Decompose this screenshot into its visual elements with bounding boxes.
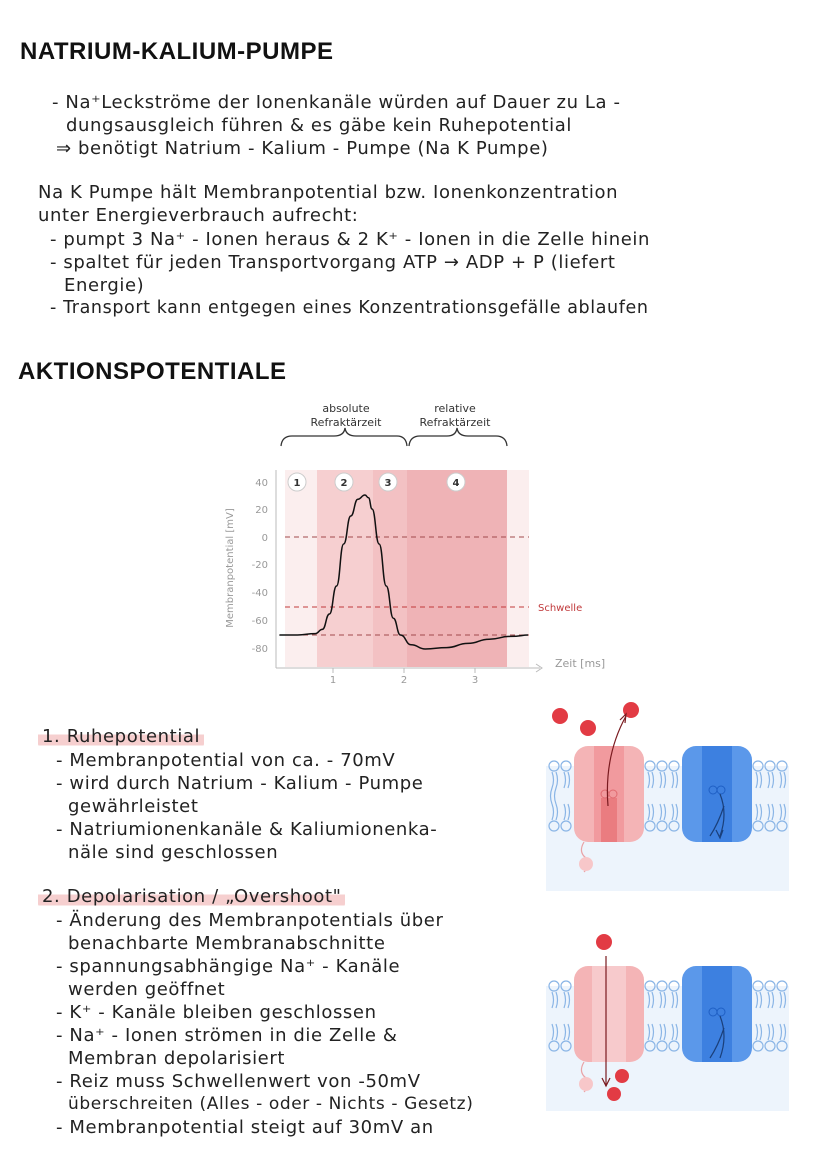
pump-line: - Na⁺Leckströme der Ionenkanäle würden auf Dauer zu La - [52, 92, 621, 113]
item1-line: - wird durch Natrium - Kalium - Pumpe [56, 773, 424, 794]
item2-line: - spannungsabhängige Na⁺ - Kanäle [56, 956, 401, 977]
y-tick-label: 0 [261, 533, 268, 544]
y-tick-label: 40 [255, 478, 268, 489]
sodium-channel-open [574, 966, 644, 1092]
y-axis-label: Membranpotential [mV] [225, 508, 236, 628]
refractory-braces [281, 428, 507, 446]
item2-line: - Reiz muss Schwellenwert von -50mV [56, 1071, 421, 1092]
y-tick-label: -60 [251, 616, 268, 627]
section-title-pump: NATRIUM-KALIUM-PUMPE [20, 38, 334, 65]
pump-paragraph: Na K Pumpe hält Membranpotential bzw. Ionenkonzentration [38, 182, 619, 203]
item1-line: - Membranpotential von ca. - 70mV [56, 750, 396, 771]
item-heading-2 [38, 886, 345, 907]
phase-label-4: 4 [452, 478, 460, 489]
phase-band-4 [407, 470, 507, 667]
item-heading-text: 1. Ruhepotential [38, 726, 204, 747]
item2-line: überschreiten (Alles - oder - Nichts - Gesetz) [68, 1094, 474, 1114]
y-tick-label: 20 [255, 505, 268, 516]
pump-line: ⇒ benötigt Natrium - Kalium - Pumpe (Na K Pumpe) [56, 138, 549, 159]
y-tick-label: -80 [251, 644, 268, 655]
phase-label-1: 1 [293, 478, 301, 489]
item2-line: - K⁺ - Kanäle bleiben geschlossen [56, 1002, 377, 1023]
threshold-label: Schwelle [538, 603, 583, 614]
item2-line: - Membranpotential steigt auf 30mV an [56, 1117, 434, 1138]
x-axis-label: Zeit [ms] [555, 657, 606, 670]
item2-line: - Änderung des Membranpotentials über [56, 910, 444, 931]
brace-label-absolute-1: absolute [322, 402, 370, 415]
pump-bullet: - pumpt 3 Na⁺ - Ionen heraus & 2 K⁺ - Ionen in die Zelle hinein [50, 229, 651, 250]
phase-label-3: 3 [384, 478, 392, 489]
brace-relative [409, 428, 507, 446]
item2-line: Membran depolarisiert [68, 1048, 286, 1069]
y-tick-label: -40 [251, 588, 268, 599]
potassium-channel-closed [682, 966, 752, 1062]
item2-line: - Na⁺ - Ionen strömen in die Zelle & [56, 1025, 398, 1046]
pump-paragraph: unter Energieverbrauch aufrecht: [38, 205, 359, 226]
brace-label-relative-2: Refraktärzeit [419, 416, 491, 429]
phase-band-3 [373, 470, 407, 667]
item-heading-1 [38, 726, 204, 747]
y-tick-labels [252, 478, 268, 655]
brace-absolute [281, 428, 407, 446]
pump-line: dungsausgleich führen & es gäbe kein Ruhepotential [66, 115, 573, 136]
section-title-action-potential: AKTIONSPOTENTIALE [18, 358, 287, 385]
brace-label-absolute-2: Refraktärzeit [310, 416, 382, 429]
item1-line: näle sind geschlossen [68, 842, 279, 863]
item2-line: werden geöffnet [68, 979, 226, 1000]
x-tick-labels [330, 668, 478, 686]
illustration-depolarisation-panel [546, 918, 789, 1111]
phase-band-1 [285, 470, 317, 667]
item2-line: benachbarte Membranabschnitte [68, 933, 386, 954]
phase-band-2 [317, 470, 373, 667]
brace-label-relative-1: relative [434, 402, 476, 415]
phase-label-2: 2 [340, 478, 348, 489]
pump-bullet: - Transport kann entgegen eines Konzentrationsgefälle ablaufen [50, 298, 649, 318]
resting-state-illustration [546, 698, 789, 891]
action-potential-chart [0, 390, 828, 690]
x-tick-label: 2 [400, 675, 408, 686]
x-tick-label: 1 [329, 675, 337, 686]
item-heading-text: 2. Depolarisation / „Overshoot" [38, 886, 345, 907]
phase-band-5 [507, 470, 529, 667]
x-tick-label: 3 [471, 675, 479, 686]
potassium-channel-closed [682, 746, 752, 842]
illustration-resting-panel [546, 698, 789, 891]
item1-line: - Natriumionenkanäle & Kaliumionenka- [56, 819, 438, 840]
y-tick-label: -20 [251, 560, 268, 571]
pump-bullet: - spaltet für jeden Transportvorgang ATP → ADP + P (liefert [50, 252, 616, 273]
item1-line: gewährleistet [68, 796, 199, 817]
depolarisation-illustration [546, 918, 789, 1111]
pump-bullet: Energie) [64, 275, 145, 296]
